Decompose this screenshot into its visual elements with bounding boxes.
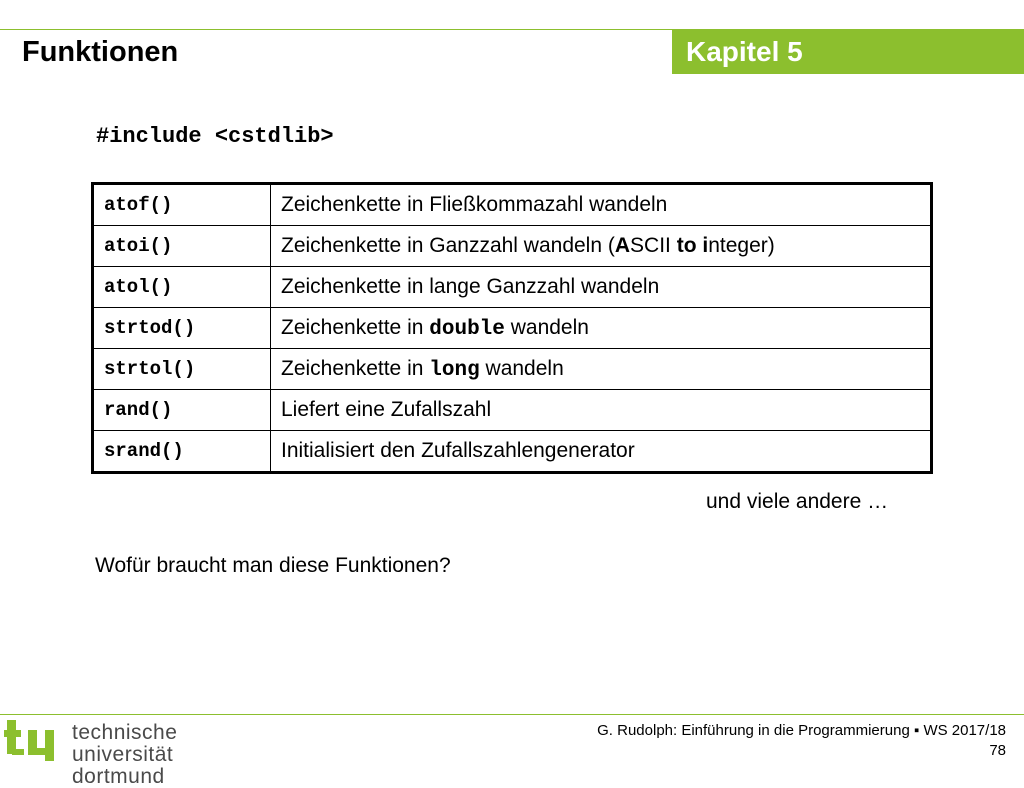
- function-description: [271, 267, 932, 308]
- description-fragment: double: [429, 317, 505, 341]
- university-logo: [4, 718, 284, 788]
- description-fragment: i: [702, 234, 709, 257]
- function-name: srand(): [93, 431, 271, 473]
- function-name: strtol(): [93, 349, 271, 390]
- table-row: [93, 431, 932, 473]
- page-number: 78: [989, 742, 1006, 759]
- description-fragment: Zeichenkette in Ganzzahl wandeln (: [281, 234, 615, 257]
- description-fragment: nteger): [708, 234, 775, 257]
- footer-credit: G. Rudolph: Einführung in die Programmierung ▪ WS 2017/18: [597, 722, 1006, 739]
- include-directive: #include <cstdlib>: [96, 124, 334, 149]
- description-fragment: wandeln: [479, 356, 564, 380]
- table-row: [93, 184, 932, 226]
- description-fragment: Zeichenkette in lange Ganzzahl wandeln: [281, 275, 660, 298]
- description-fragment: A: [614, 234, 631, 257]
- chapter-label: Kapitel 5: [672, 30, 1024, 74]
- function-description: [271, 226, 932, 267]
- description-fragment: Zeichenkette in: [281, 356, 430, 380]
- description-fragment: SCII: [630, 234, 677, 257]
- function-description: [271, 349, 932, 390]
- table-row: [93, 267, 932, 308]
- table-row: [93, 308, 932, 349]
- function-description: [271, 308, 932, 349]
- function-name: atof(): [93, 184, 271, 226]
- description-fragment: Zeichenkette in Fließkommazahl wandeln: [281, 193, 668, 216]
- description-fragment: Zeichenkette in: [281, 315, 430, 339]
- function-name: atol(): [93, 267, 271, 308]
- description-fragment: Liefert eine Zufallszahl: [281, 398, 492, 421]
- footer-divider: [0, 714, 1024, 715]
- description-fragment: wandeln: [504, 315, 589, 339]
- tu-logo-icon: [4, 718, 68, 764]
- function-description: [271, 184, 932, 226]
- more-note: und viele andere …: [706, 490, 889, 513]
- description-fragment: to: [676, 234, 697, 257]
- logo-wordmark: [72, 722, 284, 788]
- table-row: [93, 390, 932, 431]
- table-row: [93, 226, 932, 267]
- table-row: [93, 349, 932, 390]
- logo-line-2: dortmund: [72, 765, 165, 788]
- question-text: Wofür braucht man diese Funktionen?: [95, 554, 451, 577]
- function-name: atoi(): [93, 226, 271, 267]
- footer: [597, 721, 1006, 761]
- function-description: [271, 390, 932, 431]
- logo-line-1: technische universität: [72, 721, 178, 766]
- description-fragment: Initialisiert den Zufallszahlengenerator: [281, 439, 635, 462]
- function-name: rand(): [93, 390, 271, 431]
- slide-title: Funktionen: [22, 36, 179, 68]
- function-table: [91, 182, 933, 474]
- function-name: strtod(): [93, 308, 271, 349]
- description-fragment: long: [429, 358, 480, 382]
- function-description: [271, 431, 932, 473]
